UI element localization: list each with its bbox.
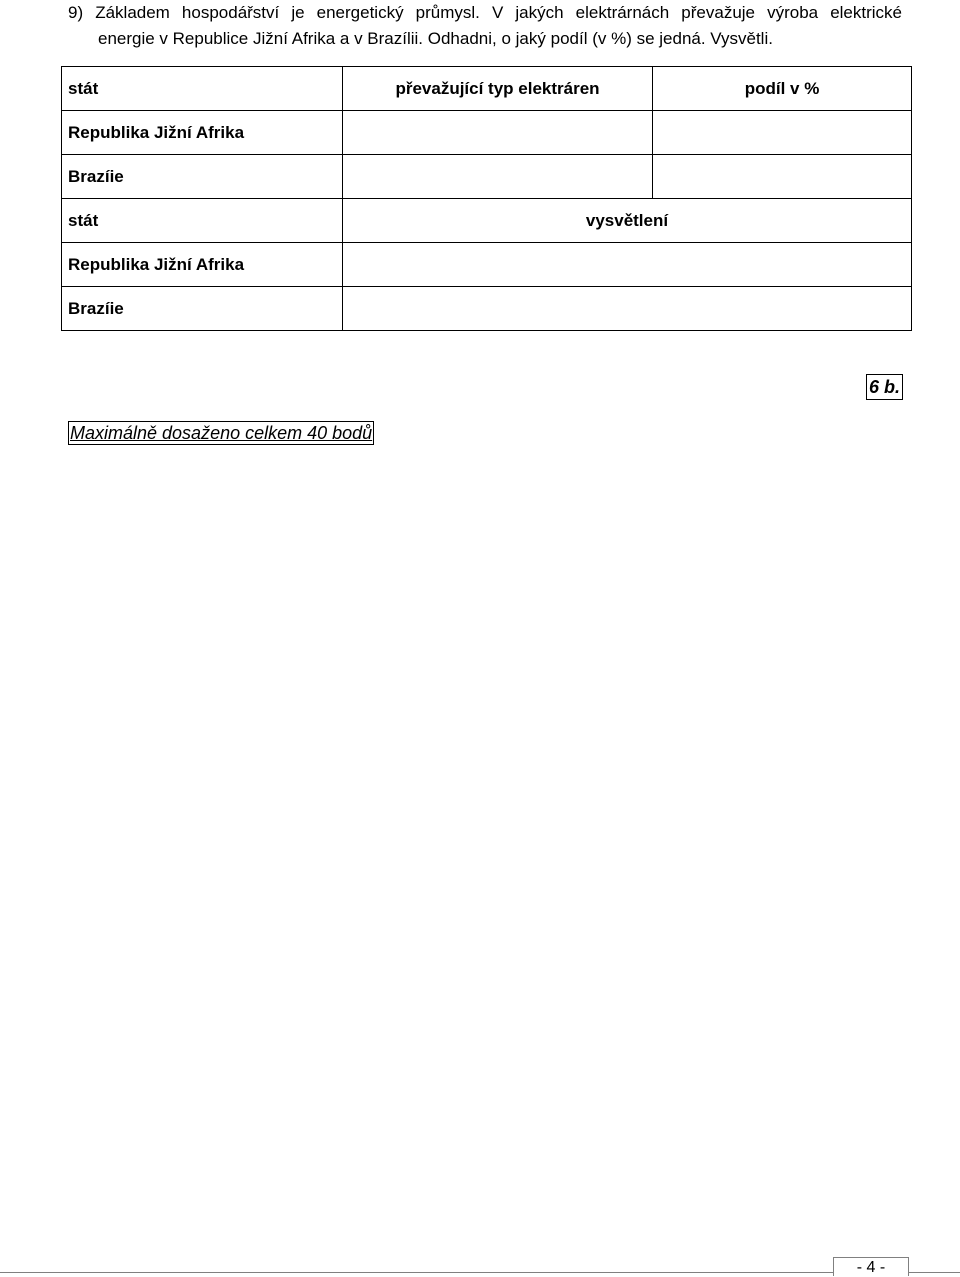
header-share: podíl v % xyxy=(653,67,912,111)
row-state: Republika Jižní Afrika xyxy=(62,111,343,155)
row-state: Republika Jižní Afrika xyxy=(62,243,343,287)
header-state: stát xyxy=(62,67,343,111)
table-row xyxy=(62,243,912,287)
footer-divider xyxy=(0,1272,960,1273)
header-plant-type: převažující typ elektráren xyxy=(343,67,653,111)
row-state: Brazíie xyxy=(62,155,343,199)
answer-table xyxy=(61,66,912,331)
answer-cell-plant-type[interactable] xyxy=(343,155,653,199)
answer-cell-share[interactable] xyxy=(653,111,912,155)
question-text xyxy=(68,0,902,52)
table-header-row xyxy=(62,67,912,111)
points-badge: 6 b. xyxy=(866,374,903,400)
row-state: Brazíie xyxy=(62,287,343,331)
question-line-1: 9) Základem hospodářství je energetický průmysl. V jakých elektrárnách převažuje výroba elektrické xyxy=(68,3,902,22)
explain-header-state: stát xyxy=(62,199,343,243)
table-row xyxy=(62,111,912,155)
explain-header-row xyxy=(62,199,912,243)
answer-cell-explanation[interactable] xyxy=(343,287,912,331)
table-row xyxy=(62,287,912,331)
answer-cell-share[interactable] xyxy=(653,155,912,199)
table-row xyxy=(62,155,912,199)
answer-cell-plant-type[interactable] xyxy=(343,111,653,155)
answer-cell-explanation[interactable] xyxy=(343,243,912,287)
question-line-2: energie v Republice Jižní Afrika a v Brazílii. Odhadni, o jaký podíl (v %) se jedná. Vysvětli. xyxy=(98,29,773,48)
page-number: - 4 - xyxy=(833,1257,909,1276)
explain-header-explanation: vysvětlení xyxy=(343,199,912,243)
max-score-note: Maximálně dosaženo celkem 40 bodů xyxy=(70,423,373,443)
